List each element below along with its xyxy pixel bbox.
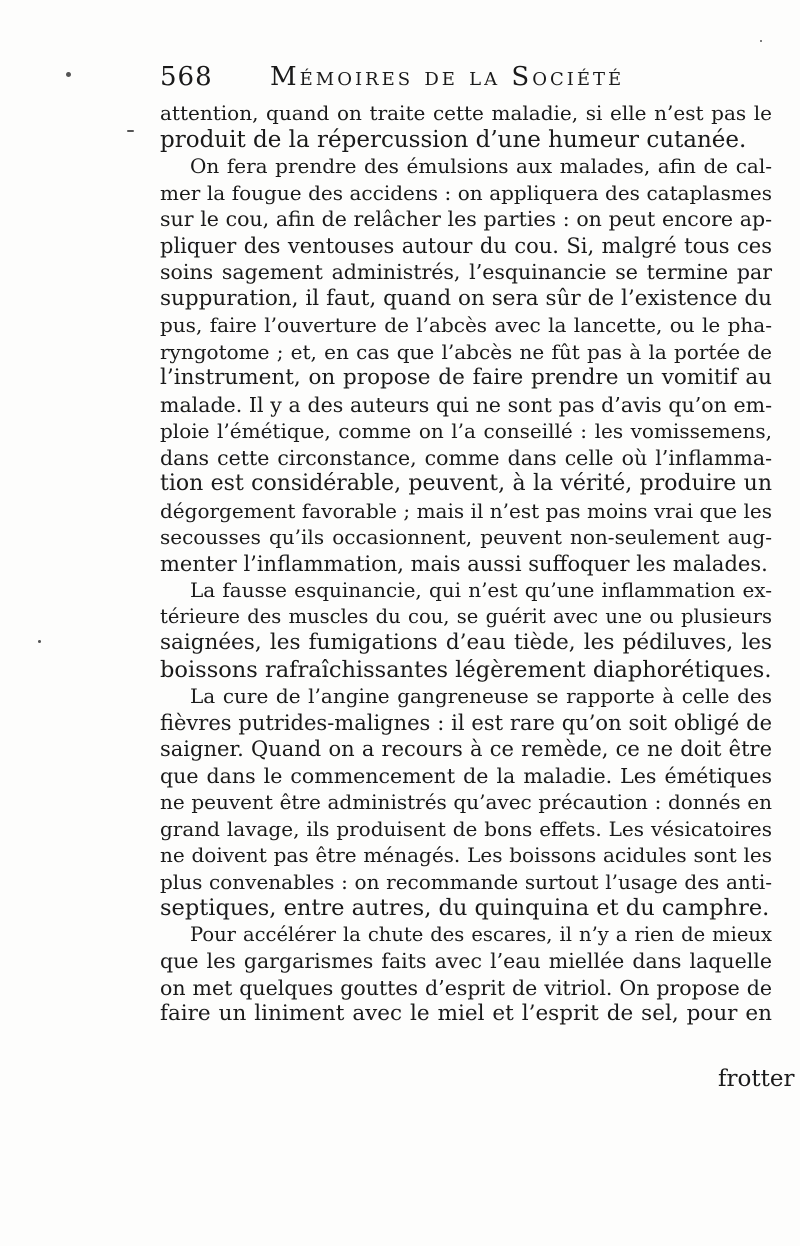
page-number: 568 — [160, 62, 213, 92]
text-line: on met quelques gouttes d’esprit de vitriol. On propose de — [160, 975, 772, 1000]
text-line: dégorgement favorable ; mais il n’est pas moins vrai que les — [160, 498, 772, 523]
text-line: tion est considérable, peuvent, à la vérité, produire un — [160, 471, 772, 496]
text-line: térieure des muscles du cou, se guérit avec une ou plusieurs — [160, 604, 772, 628]
text-line: soins sagement administrés, l’esquinancie se termine par — [160, 260, 772, 284]
paper-speck — [760, 40, 762, 42]
text-line: suppuration, il faut, quand on sera sûr de l’existence du — [160, 285, 772, 311]
text-line: saignées, les fumigations d’eau tiède, les pédiluves, les — [160, 630, 772, 655]
text-line: boissons rafraîchissantes légèrement diaphorétiques. — [160, 656, 772, 683]
text-line: ploie l’émétique, comme on l’a conseillé : les vomissemens, — [160, 419, 772, 443]
text-line: Pour accélérer la chute des escares, il n’y a rien de mieux — [190, 922, 772, 946]
text-line: ne doivent pas être ménagés. Les boissons acidules sont les — [160, 843, 772, 867]
text-line: saigner. Quand on a recours à ce remède, ce ne doit être — [160, 737, 772, 761]
text-line: mer la fougue des accidens : on appliquera des cataplasmes — [160, 180, 772, 205]
text-line: grand lavage, ils produisent de bons effets. Les vésicatoires — [160, 816, 772, 841]
text-line: plus convenables : on recommande surtout l’usage des anti- — [160, 869, 772, 894]
running-head: Mémoires de la Société — [270, 62, 625, 92]
text-line: ne peuvent être administrés qu’avec précaution : donnés en — [160, 790, 772, 814]
text-line: On fera prendre des émulsions aux malades, afin de cal- — [190, 154, 772, 178]
text-line: que dans le commencement de la maladie. Les émétiques — [160, 763, 772, 788]
text-line: La cure de l’angine gangreneuse se rapporte à celle des — [190, 684, 772, 708]
text-line: attention, quand on traite cette maladie, si elle n’est pas le — [160, 101, 772, 125]
page-header — [160, 62, 760, 102]
text-line: que les gargarismes faits avec l’eau miellée dans laquelle — [160, 949, 772, 973]
text-line: malade. Il y a des auteurs qui ne sont pas d’avis qu’on em- — [160, 392, 772, 417]
text-line: sur le cou, afin de relâcher les parties : on peut encore ap- — [160, 207, 772, 231]
text-line: produit de la répercussion d’une humeur cutanée. — [160, 126, 747, 153]
text-line: ryngotome ; et, en cas que l’abcès ne fût pas à la portée de — [160, 339, 772, 364]
text-line: secousses qu’ils occasionnent, peuvent non-seulement aug- — [160, 525, 772, 549]
text-line: pliquer des ventouses autour du cou. Si, malgré tous ces — [160, 233, 772, 258]
text-line: La fausse esquinancie, qui n’est qu’une inflammation ex- — [190, 578, 772, 602]
text-line: menter l’inflammation, mais aussi suffoquer les malades. — [160, 551, 768, 576]
paper-speck — [66, 72, 71, 77]
body-text — [160, 100, 772, 1028]
paper-speck — [127, 130, 134, 132]
text-line: l’instrument, on propose de faire prendre un vomitif au — [160, 365, 772, 390]
text-line: pus, faire l’ouverture de l’abcès avec la lancette, ou le pha- — [160, 313, 772, 337]
text-line: faire un liniment avec le miel et l’esprit de sel, pour en — [160, 1001, 772, 1026]
text-line: septiques, entre autres, du quinquina et du camphre. — [160, 895, 770, 921]
text-line: fièvres putrides-malignes : il est rare qu’on soit obligé de — [160, 710, 772, 735]
paper-speck — [38, 640, 41, 643]
text-line: dans cette circonstance, comme dans celle où l’inflamma- — [160, 445, 772, 470]
catchword: frotter — [718, 1066, 795, 1092]
